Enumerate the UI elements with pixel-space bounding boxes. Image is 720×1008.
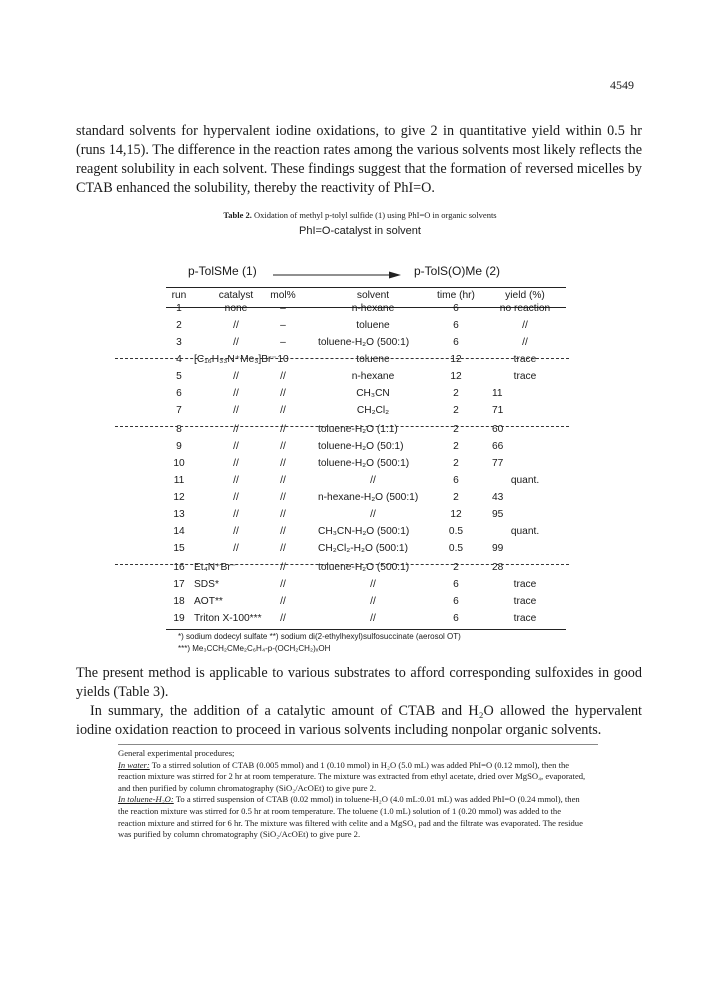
cell-yield: no reaction <box>499 303 551 314</box>
cell-solvent: toluene-H₂O (1:1) <box>318 424 398 435</box>
header-catalyst: catalyst <box>218 290 254 301</box>
table-row <box>0 543 720 560</box>
cell-solvent: n-hexane-H₂O (500:1) <box>318 492 419 503</box>
cell-time: 6 <box>453 320 459 331</box>
cell-catalyst: // <box>233 405 239 416</box>
header-time: time (hr) <box>437 290 475 301</box>
experimental-water <box>118 760 588 795</box>
cell-solvent: // <box>370 579 376 590</box>
cell-yield: 77 <box>492 458 504 469</box>
cell-catalyst: none <box>224 303 248 314</box>
cell-mol: // <box>280 492 286 503</box>
cell-mol: // <box>280 613 286 624</box>
cell-mol: // <box>280 509 286 520</box>
experimental-heading: General experimental procedures; <box>118 748 235 758</box>
cell-catalyst: // <box>233 475 239 486</box>
cell-mol: // <box>280 405 286 416</box>
cell-solvent: // <box>370 596 376 607</box>
cell-yield: 99 <box>492 543 504 554</box>
cell-mol: // <box>280 526 286 537</box>
table-row <box>0 371 720 388</box>
cell-yield: trace <box>513 354 537 365</box>
table-group-divider <box>115 358 569 359</box>
cell-solvent: // <box>370 475 376 486</box>
cell-catalyst: // <box>233 337 239 348</box>
cell-yield: trace <box>513 596 537 607</box>
body-text-1: The present method is applicable to various substrates to afford corresponding sulfoxides in good yields (Table 3). <box>76 665 642 700</box>
cell-catalyst: [C₁₆H₃₃N⁺Me₃]Br⁻ <box>194 354 277 365</box>
cell-yield: quant. <box>510 475 540 486</box>
table-row <box>0 596 720 613</box>
body-text-2: In summary, the addition of a catalytic amount of CTAB and H₂O allowed the hypervalent iodine oxidation reaction to proceed in various solvents including nonpolar organic solvents. <box>76 703 642 738</box>
cell-run: 17 <box>173 579 185 590</box>
table-group-divider <box>115 564 569 565</box>
cell-yield: 43 <box>492 492 504 503</box>
header-solvent: solvent <box>356 290 390 301</box>
table-row <box>0 441 720 458</box>
table-row <box>0 579 720 596</box>
cell-run: 8 <box>176 424 182 435</box>
cell-run: 12 <box>173 492 185 503</box>
reactant-label: p-TolSMe (1) <box>188 264 257 278</box>
cell-solvent: CH₃CN-H₂O (500:1) <box>318 526 410 537</box>
product-label: p-TolS(O)Me (2) <box>414 264 501 278</box>
cell-solvent: toluene-H₂O (50:1) <box>318 441 404 452</box>
cell-mol: // <box>280 596 286 607</box>
cell-yield: trace <box>513 579 537 590</box>
table-row <box>0 388 720 405</box>
cell-solvent: // <box>370 509 376 520</box>
table-row <box>0 509 720 526</box>
cell-mol: // <box>280 579 286 590</box>
cell-run: 3 <box>176 337 182 348</box>
cell-yield: 11 <box>492 388 503 399</box>
table-row <box>0 458 720 475</box>
cell-catalyst: // <box>233 371 239 382</box>
cell-solvent: toluene <box>356 354 390 365</box>
cell-time: 12 <box>450 354 462 365</box>
cell-mol: – <box>280 320 286 331</box>
header-mol: mol% <box>270 290 296 301</box>
cell-run: 1 <box>176 303 182 314</box>
cell-time: 2 <box>453 405 459 416</box>
cell-mol: // <box>280 424 286 435</box>
cell-solvent: CH₂Cl₂-H₂O (500:1) <box>318 543 408 554</box>
table-row <box>0 526 720 543</box>
cell-solvent: toluene-H₂O (500:1) <box>318 562 410 573</box>
cell-yield: trace <box>513 613 537 624</box>
cell-run: 11 <box>173 475 185 486</box>
cell-yield: 28 <box>492 562 504 573</box>
table-row <box>0 337 720 354</box>
table-row <box>0 354 720 371</box>
table-caption-label: Table 2. <box>223 210 252 220</box>
cell-mol: // <box>280 441 286 452</box>
table-caption <box>0 210 720 220</box>
cell-mol: 10 <box>277 354 289 365</box>
cell-time: 0.5 <box>448 526 464 537</box>
cell-catalyst: // <box>233 424 239 435</box>
experimental-section <box>118 748 588 841</box>
toluene-text: To a stirred suspension of CTAB (0.02 mmol) in toluene-H₂O (4.0 mL:0.01 mL) was added PhI=O (0.24 mmol), then the reaction mixture was stirred for 0.5 hr at room temperature. The toluene (1.0 mL) solution of 1 (0.20 mmol) was added to the reaction mixture and stirred for 6 hr. The mixture was filtered with celite and a MgSO₄ pad and the filtrate was evaporated. The residue was purified by column chromatography (SiO₂/AcOEt) to give pure 2. <box>118 794 583 840</box>
cell-catalyst: // <box>233 458 239 469</box>
cell-mol: – <box>280 303 286 314</box>
toluene-label: In toluene-H₂O: <box>118 794 174 805</box>
cell-run: 4 <box>176 354 182 365</box>
table-group-divider <box>115 426 569 427</box>
cell-solvent: CH₂Cl₂ <box>356 405 390 416</box>
intro-text: standard solvents for hypervalent iodine oxidations, to give 2 in quantitative yield within 0.5 hr (runs 14,15). The difference in the reaction rates among the various solvents most likely reflects the reagent solubility in each solvent. These findings suggest that the formation of reversed micelles by CTAB enhanced the solubility, thereby the reactivity of PhI=O. <box>76 123 642 196</box>
cell-time: 2 <box>453 458 459 469</box>
cell-run: 10 <box>173 458 185 469</box>
table-bottom-rule <box>166 629 566 630</box>
cell-catalyst: // <box>233 509 239 520</box>
water-label: In water: <box>118 759 150 770</box>
cell-run: 14 <box>173 526 185 537</box>
cell-time: 6 <box>453 596 459 607</box>
cell-yield: // <box>522 320 528 331</box>
cell-solvent: n-hexane <box>351 303 395 314</box>
cell-catalyst: // <box>233 320 239 331</box>
header-run: run <box>171 290 187 301</box>
cell-yield: trace <box>513 371 537 382</box>
cell-time: 12 <box>450 509 462 520</box>
cell-time: 2 <box>453 388 459 399</box>
table-caption-text: Oxidation of methyl p-tolyl sulfide (1) using PhI=O in organic solvents <box>254 210 497 220</box>
cell-catalyst: // <box>233 441 239 452</box>
cell-time: 6 <box>453 303 459 314</box>
cell-run: 9 <box>176 441 182 452</box>
cell-yield: quant. <box>510 526 540 537</box>
cell-catalyst: // <box>233 388 239 399</box>
cell-mol: // <box>280 388 286 399</box>
cell-solvent: toluene <box>356 320 390 331</box>
cell-time: 6 <box>453 337 459 348</box>
table-row <box>0 320 720 337</box>
cell-catalyst: // <box>233 526 239 537</box>
cell-yield: 95 <box>492 509 504 520</box>
cell-time: 12 <box>450 371 462 382</box>
table-row <box>0 613 720 630</box>
header-yield: yield (%) <box>505 290 545 301</box>
cell-run: 2 <box>176 320 182 331</box>
water-text: To a stirred solution of CTAB (0.005 mmol) and 1 (0.10 mmol) in H₂O (5.0 mL) was added PhI=O (0.12 mmol), then the reaction mixture was stirred for 2 hr at room temperature. The mixture was extracted from ethyl acetate, dried over MgSO₄, evaporated, and then purified by column chromatography (SiO₂/AcOEt) to give pure 2. <box>118 759 586 793</box>
cell-time: 2 <box>453 562 459 573</box>
cell-run: 16 <box>173 562 185 573</box>
reaction-condition: PhI=O-catalyst in solvent <box>299 225 421 237</box>
cell-mol: // <box>280 371 286 382</box>
cell-time: 6 <box>453 475 459 486</box>
cell-catalyst: // <box>233 543 239 554</box>
table-row <box>0 303 720 320</box>
cell-mol: – <box>280 337 286 348</box>
cell-catalyst: Et₄N⁺Br⁻ <box>194 562 237 573</box>
table-row <box>0 492 720 509</box>
experimental-toluene <box>118 794 588 840</box>
cell-catalyst: // <box>233 492 239 503</box>
cell-time: 2 <box>453 441 459 452</box>
cell-mol: // <box>280 458 286 469</box>
table-row <box>0 475 720 492</box>
cell-mol: // <box>280 475 286 486</box>
intro-paragraph <box>76 122 642 198</box>
cell-yield: 66 <box>492 441 504 452</box>
cell-solvent: toluene-H₂O (500:1) <box>318 337 410 348</box>
cell-time: 6 <box>453 613 459 624</box>
footnote-divider <box>118 744 598 745</box>
table-footnote-2: ***) Me₃CCH₂CMe₂C₆H₄-p-(OCH₂CH₂)ₓOH <box>178 644 331 653</box>
body-paragraph-1 <box>76 664 642 702</box>
cell-time: 6 <box>453 579 459 590</box>
page-number: 4549 <box>610 78 634 92</box>
cell-run: 7 <box>176 405 182 416</box>
cell-run: 5 <box>176 371 182 382</box>
cell-time: 0.5 <box>448 543 464 554</box>
cell-solvent: n-hexane <box>351 371 395 382</box>
cell-solvent: CH₃CN <box>356 388 390 399</box>
reaction-arrow-icon <box>273 270 401 280</box>
cell-run: 13 <box>173 509 185 520</box>
cell-run: 6 <box>176 388 182 399</box>
cell-catalyst: Triton X-100*** <box>194 613 262 624</box>
body-paragraph-2 <box>76 702 642 740</box>
cell-time: 2 <box>453 424 459 435</box>
table-top-rule <box>166 287 566 288</box>
cell-solvent: // <box>370 613 376 624</box>
cell-solvent: toluene-H₂O (500:1) <box>318 458 410 469</box>
cell-run: 19 <box>173 613 185 624</box>
cell-mol: // <box>280 543 286 554</box>
cell-run: 18 <box>173 596 185 607</box>
cell-time: 2 <box>453 492 459 503</box>
cell-run: 15 <box>173 543 185 554</box>
cell-mol: // <box>280 562 286 573</box>
cell-catalyst: SDS* <box>194 579 219 590</box>
cell-catalyst: AOT** <box>194 596 223 607</box>
table-footnote-1: *) sodium dodecyl sulfate **) sodium di(2-ethylhexyl)sulfosuccinate (aerosol OT) <box>178 632 461 641</box>
cell-yield: 60 <box>492 424 504 435</box>
cell-yield: 71 <box>492 405 504 416</box>
cell-yield: // <box>522 337 528 348</box>
table-row <box>0 405 720 422</box>
